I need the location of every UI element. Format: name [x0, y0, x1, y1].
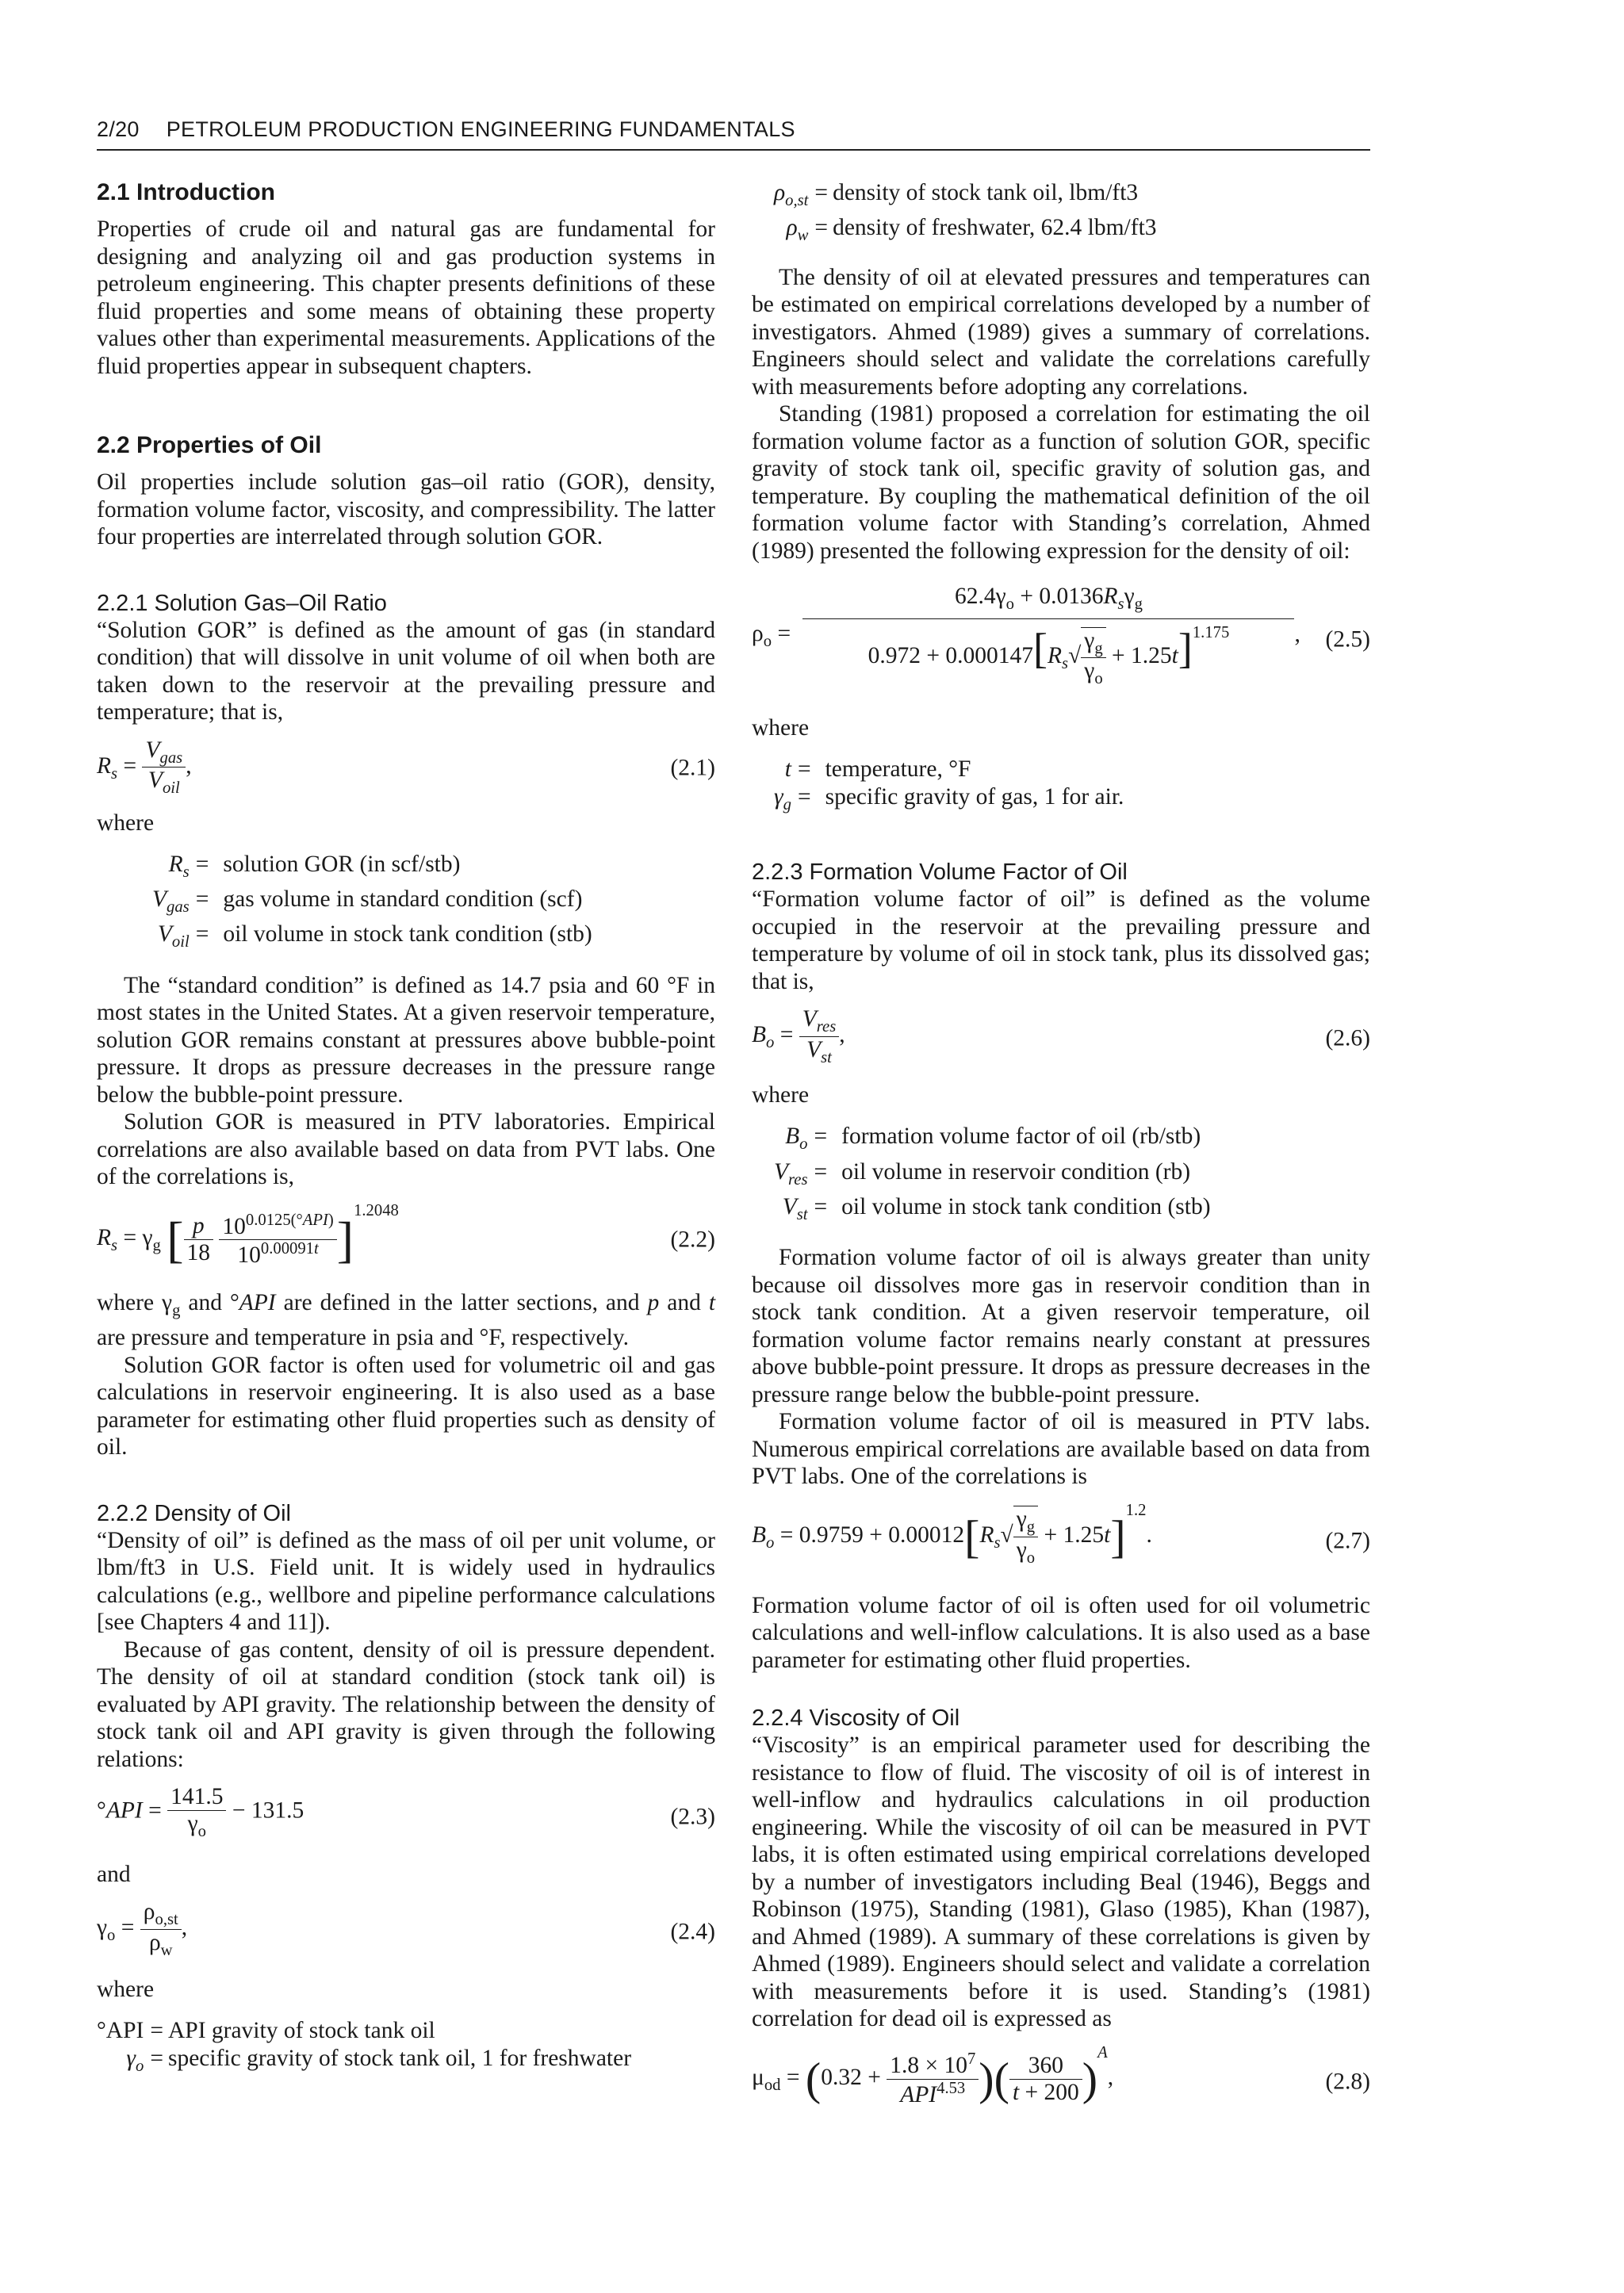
equation-number: (2.4) [670, 1919, 715, 1945]
and-label: and [97, 1862, 131, 1888]
definition-row: $\rho_{o,st}$ = density of stock tank oil, lbm/ft3 [774, 180, 1139, 209]
solution-gor-definition: “Solution GOR” is defined as the amount of gas (in standard condition) that will dissolve in unit volume of oil when both are taken down to the reservoir at the prevailing pressure and temperature; that is, [97, 617, 715, 725]
equation-2-6: $B_o$ = $\frac{V_{res}}{V_{st}}$ , (2.6) [752, 1006, 1370, 1066]
variable-definitions-density [774, 179, 1370, 250]
page-number: 2/20 [97, 117, 140, 141]
equation-number: (2.8) [1325, 2069, 1370, 2095]
section-2-2-3-heading: 2.2.3 Formation Volume Factor of Oil [752, 859, 1128, 886]
equation-2-1: $R_s$ = $\frac{V_{gas}}{V_{oil}}$ , (2.1) [97, 737, 715, 798]
fvf-measured-paragraph: Formation volume factor of oil is measured in PTV labs. Numerous empirical correlations are available based on data from PVT labs. One of the correlations is [752, 1409, 1370, 1490]
variable-definitions-2-6 [774, 1123, 1370, 1228]
equation-number: (2.2) [670, 1227, 715, 1253]
definition-row: $\rho_w$ = density of freshwater, 62.4 lbm/ft3 [786, 215, 1157, 245]
equation-number: (2.6) [1325, 1025, 1370, 1051]
where-label: where [97, 810, 155, 836]
definition-row: $V_{gas}$ = gas volume in standard condition (scf) [152, 886, 583, 916]
elevated-density-paragraph: The density of oil at elevated pressures and temperatures can be estimated on empirical correlations developed by a number of investigators. Ahmed (1989) gives a summary of correlations. Engineers should select and validate the correlations carefully with measurements before adopting any correlations. [752, 264, 1370, 400]
definition-row: $V_{st}$ = oil volume in stock tank condition (stb) [782, 1193, 1211, 1223]
definition-row: $V_{oil}$ = oil volume in stock tank condition (stb) [157, 921, 592, 951]
standing-correlation-paragraph: Standing (1981) proposed a correlation for estimating the oil formation volume factor as a function of solution GOR, specific gravity of stock tank oil, specific gravity of solution gas, and temperature. By coupling the mathematical definition of the oil formation volume factor with Standing’s correlation, Ahmed (1989) presented the following expression for the density of oil: [752, 401, 1370, 564]
equation-2-8: $\mu_{od} = (0.32$ + $\frac{1.8 \times 10^7}{API^{4.53}}$ )( $\frac{360}{t + 200}$ )$^A$, (2.8) [752, 2043, 1370, 2107]
equation-number: (2.7) [1325, 1528, 1370, 1554]
where-label: where [97, 1977, 155, 2003]
fvf-usage-paragraph: Formation volume factor of oil is often used for oil volumetric calculations and well-inflow calculations. It is also used as a base parameter for estimating other fluid properties. [752, 1592, 1370, 1673]
variable-definitions-2-1 [152, 851, 715, 956]
density-definition: “Density of oil” is defined as the mass of oil per unit volume, or lbm/ft3 in U.S. Field unit. It is widely used in hydraulics calculations (e.g., wellbore and pipeline performance calculations [see Chapters 4 and 11]). [97, 1527, 715, 1636]
section-2-2-2-heading: 2.2.2 Density of Oil [97, 1500, 291, 1526]
section-2-2-1-heading: 2.2.1 Solution Gas–Oil Ratio [97, 590, 387, 616]
gor-factor-paragraph: Solution GOR factor is often used for volumetric oil and gas calculations in reservoir engineering. It is also used as a base parameter for estimating other fluid properties such as density of oil. [97, 1352, 715, 1460]
equation-2-2: $R_s = \gamma_g$ [ $\frac{p}{18}$ $\frac{10^{0.0125(^\circ API)}}{10^{0.00091t}}$ ]$^{1.2048}$ (2.2) [97, 1201, 715, 1269]
equation-2-7: $B_o = 0.9759 + 0.00012[R_s√$ $\frac{\gamma_g}{\gamma_o}$ + 1.25t]$^{1.2}$. (2.7) [752, 1501, 1370, 1567]
standard-condition-paragraph: The “standard condition” is defined as 14.7 psia and 60 °F in most states in the United States. At a given reservoir temperature, solution GOR remains constant at pressures above bubble-point pressure. It drops as pressure decreases in the pressure range below the bubble-point pressure. [97, 972, 715, 1108]
equation-number: (2.3) [670, 1804, 715, 1830]
definition-row: t = temperature, °F [784, 756, 971, 783]
intro-paragraph: Properties of crude oil and natural gas are fundamental for designing and analyzing oil and gas production systems in petroleum engineering. This chapter presents definitions of these fluid properties and some means of obtaining these property values other than experimental measurements. Applications of the fluid properties appear in subsequent chapters. [97, 216, 715, 379]
where-label: where [752, 1082, 810, 1108]
equation-2-3: °API = $\frac{141.5}{\gamma_o}$ − 131.5 (2.3) [97, 1784, 715, 1840]
fvf-definition: “Formation volume factor of oil” is defined as the volume occupied in the reservoir at the prevailing pressure and temperature by volume of oil in stock tank, plus its dissolved gas; that is, [752, 886, 1370, 994]
left-column [97, 179, 715, 2096]
variable-definitions-2-5 [774, 756, 1370, 818]
running-header [97, 117, 1370, 142]
equation-number: (2.5) [1325, 626, 1370, 653]
equation-2-4: $\gamma_o$ = $\frac{\rho_{o,st}}{\rho_w}$ , (2.4) [97, 1899, 715, 1959]
definition-row: $R_s$ = solution GOR (in scf/stb) [168, 851, 461, 881]
header-rule [97, 149, 1370, 151]
section-2-2-4-heading: 2.2.4 Viscosity of Oil [752, 1705, 960, 1732]
book-title: PETROLEUM PRODUCTION ENGINEERING FUNDAMENTALS [166, 117, 795, 141]
equation-2-5: $\rho_o$ = $62.4\gamma_o + 0.0136R_s\gamma_g$ $0.972 + 0.000147[R_s√$ $\frac{\gamma_g}{\gamma_o}$ + 1.25t]$^{1.175}$ , (2.5) [752, 584, 1370, 688]
density-api-paragraph: Because of gas content, density of oil is pressure dependent. The density of oil at standard condition (stock tank oil) is evaluated by API gravity. The relationship between the density of stock tank oil and API gravity is given through the following relations: [97, 1636, 715, 1772]
right-column [752, 179, 1370, 2131]
section-2-2-heading: 2.2 Properties of Oil [97, 432, 322, 458]
eq-2-2-where-paragraph: where $\gamma_g$ and °API are defined in the latter sections, and p and t are pressure and temperature in psia and °F, respectively. [97, 1289, 716, 1351]
definition-row: °API = API gravity of stock tank oil [97, 2018, 435, 2044]
section-2-1-heading: 2.1 Introduction [97, 179, 275, 205]
variable-definitions-2-4 [97, 2017, 715, 2080]
gor-measured-paragraph: Solution GOR is measured in PTV laboratories. Empirical correlations are also available based on data from PVT labs. One of the correlations is, [97, 1109, 715, 1190]
definition-row: $B_o$ = formation volume factor of oil (rb/stb) [785, 1124, 1201, 1154]
where-label: where [752, 715, 810, 741]
oil-properties-paragraph: Oil properties include solution gas–oil ratio (GOR), density, formation volume factor, viscosity, and compressibility. The latter four properties are interrelated through solution GOR. [97, 469, 715, 549]
definition-row: $\gamma_g$ = specific gravity of gas, 1 for air. [774, 783, 1124, 813]
definition-row: $V_{res}$ = oil volume in reservoir condition (rb) [774, 1158, 1191, 1189]
equation-number: (2.1) [670, 755, 715, 780]
definition-row: $\gamma_o$ = specific gravity of stock tank oil, 1 for freshwater [126, 2045, 632, 2075]
viscosity-definition: “Viscosity” is an empirical parameter used for describing the resistance to flow of fluid. The viscosity of oil is of interest in well-inflow and hydraulics calculations in oil production engineering. While the viscosity of oil can be measured in PVT labs, it is often estimated using empirical correlations developed by a number of investigators including Beal (1946), Beggs and Robinson (1975), Standing (1981), Glaso (1985), Khan (1987), and Ahmed (1989). A summary of these correlations is given by Ahmed (1989). Engineers should select and validate a correlation with measurements before it is used. Standing’s (1981) correlation for dead oil is expressed as [752, 1732, 1370, 2032]
fvf-greater-than-unity-paragraph: Formation volume factor of oil is always greater than unity because oil dissolves more gas in reservoir condition than in stock tank condition. At a given reservoir temperature, oil formation volume factor remains nearly constant at pressures above bubble-point pressure. It drops as pressure decreases in the pressure range below the bubble-point pressure. [752, 1245, 1370, 1407]
